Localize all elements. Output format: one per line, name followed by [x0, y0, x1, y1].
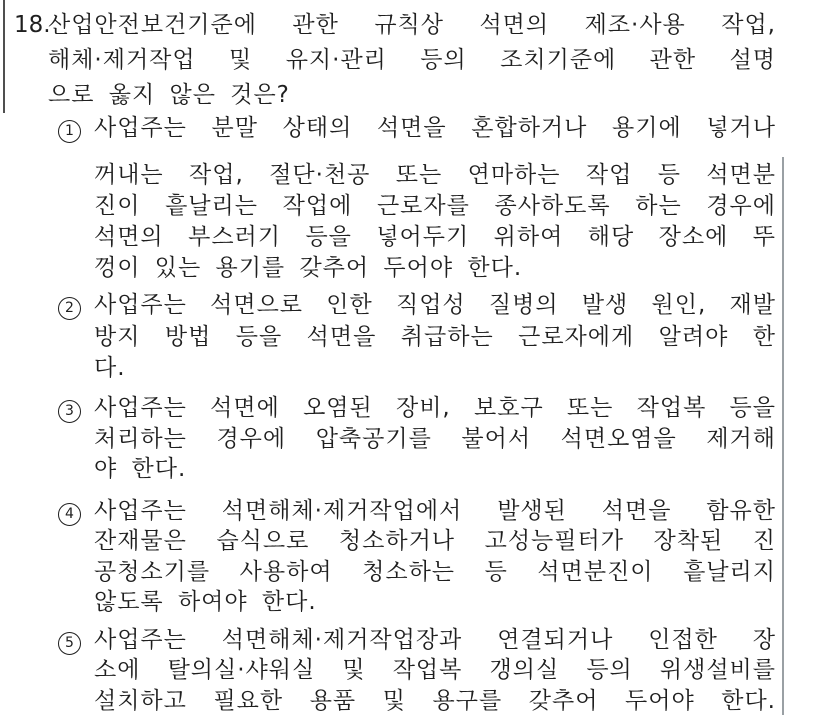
choice-line: 처리하는 경우에 압축공기를 불어서 석면오염을 제거해	[94, 425, 776, 452]
choice-line: 껑이 있는 용기를 갖추어 두어야 한다.	[94, 255, 523, 281]
choice-2-marker	[58, 290, 94, 385]
question-text	[48, 8, 776, 113]
choice-line: 않도록 하여야 한다.	[94, 588, 317, 615]
choice-1-continuation	[94, 160, 776, 284]
choice-line: 설치하고 필요한 용품 및 용구를 갖추어 두어야 한다.	[94, 687, 776, 714]
circled-number-4-icon: 4	[58, 503, 81, 526]
column-rule-right	[782, 157, 784, 715]
question-number: 18.	[14, 12, 51, 38]
choice-line: 사업주는 석면해체·제거작업에서 발생된 석면을 함유한	[94, 498, 776, 524]
choice-line: 사업주는 분말 상태의 석면을 혼합하거나 용기에 넣거나	[94, 115, 776, 141]
choice-1	[58, 112, 776, 144]
choice-line: 사업주는 석면해체·제거작업장과 연결되거나 인접한 장	[94, 627, 776, 653]
choice-5-marker	[58, 625, 94, 715]
choice-line: 공청소기를 사용하여 청소하는 등 석면분진이 흩날리지	[94, 558, 776, 585]
circled-number-1-icon: 1	[58, 120, 81, 143]
choice-line: 다.	[94, 355, 126, 381]
choice-line: 석면의 부스러기 등을 넣어두기 위하여 해당 장소에 뚜	[94, 224, 776, 250]
choice-4	[58, 496, 776, 617]
circled-number-2-icon: 2	[58, 297, 81, 320]
choice-5	[58, 625, 776, 715]
choice-4-marker	[58, 496, 94, 617]
choice-line: 꺼내는 작업, 절단·천공 또는 연마하는 작업 등 석면분	[94, 162, 776, 188]
choice-line: 사업주는 석면으로 인한 직업성 질병의 발생 원인, 재발	[94, 292, 776, 318]
choice-line: 사업주는 석면에 오염된 장비, 보호구 또는 작업복 등을	[94, 395, 776, 421]
question-line: 해체·제거작업 및 유지·관리 등의 조치기준에 관한 설명	[48, 47, 776, 73]
choice-3-marker	[58, 393, 94, 485]
question-block	[14, 8, 776, 113]
choice-line: 야 한다.	[94, 456, 187, 482]
choice-line: 소에 탈의실·샤워실 및 작업복 갱의실 등의 위생설비를	[94, 657, 776, 684]
choice-3	[58, 393, 776, 485]
choice-line: 방지 방법 등을 석면을 취급하는 근로자에게 알려야 한	[94, 323, 776, 350]
choice-line: 잔재물은 습식으로 청소하거나 고성능필터가 장착된 진	[94, 528, 776, 555]
choice-2	[58, 290, 776, 385]
circled-number-3-icon: 3	[58, 400, 81, 423]
circled-number-5-icon: 5	[58, 632, 81, 655]
question-line: 으로 옳지 않은 것은?	[48, 82, 290, 108]
choice-1-marker	[58, 112, 94, 144]
column-rule-left	[3, 0, 5, 113]
choice-line: 진이 흩날리는 작업에 근로자를 종사하도록 하는 경우에	[94, 193, 776, 219]
question-line: 산업안전보건기준에 관한 규칙상 석면의 제조·사용 작업,	[48, 12, 776, 38]
